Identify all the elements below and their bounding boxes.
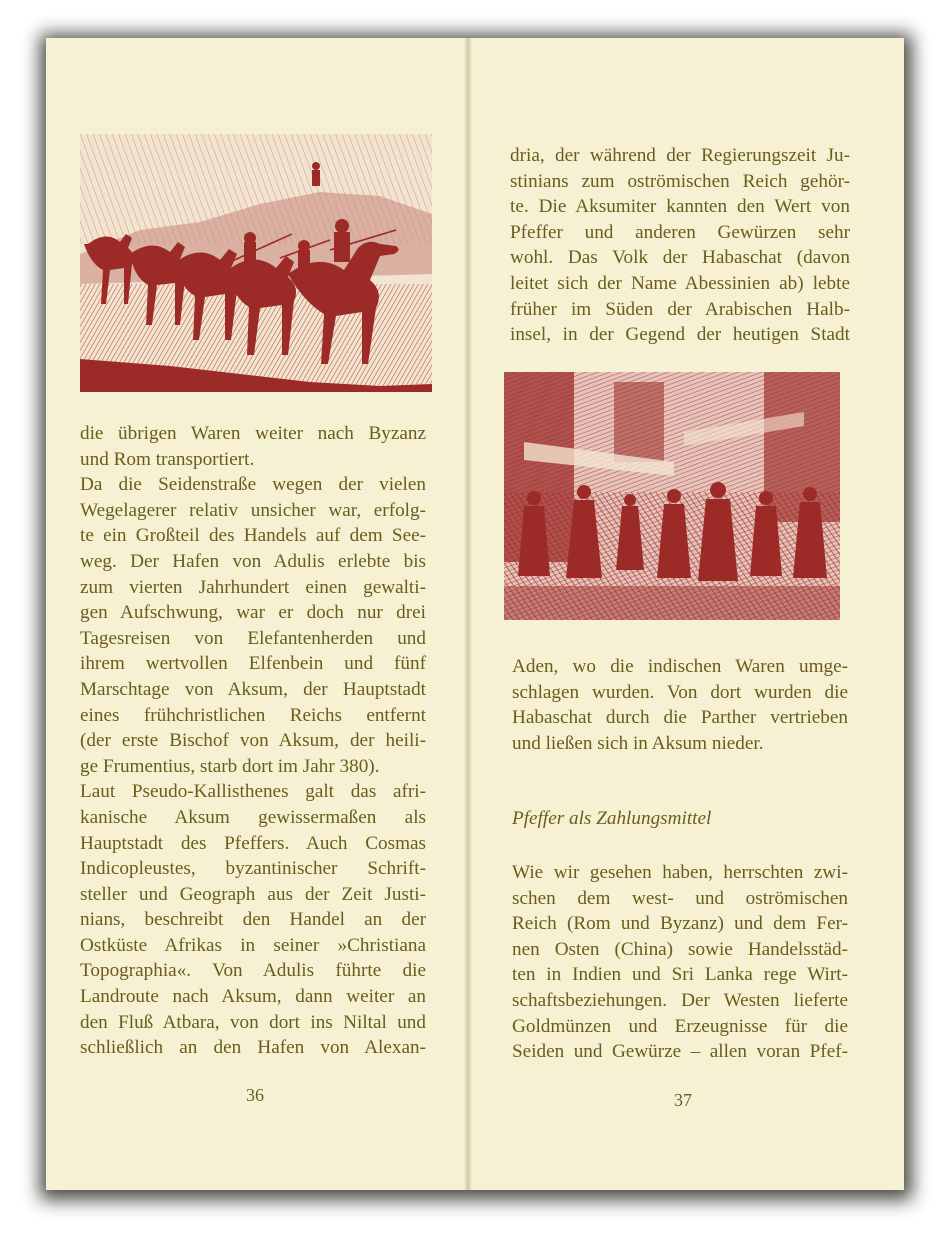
right-page bbox=[470, 38, 904, 1190]
text-line: Tagesreisen von Elefantenherden und bbox=[80, 627, 426, 649]
text-line: insel, in der Gegend der heutigen Stadt bbox=[510, 324, 850, 346]
text-line: Laut Pseudo-Kallisthenes galt das afri- bbox=[80, 781, 426, 803]
text-line: schlagen wurden. Von dort wurden die bbox=[512, 681, 848, 703]
text-line: (der erste Bischof von Aksum, der heili- bbox=[80, 730, 426, 752]
text-line: Hauptstadt des Pfeffers. Auch Cosmas bbox=[80, 832, 426, 854]
right-page-text-bottom bbox=[512, 860, 848, 1065]
section-heading: Pfeffer als Zahlungsmittel bbox=[512, 808, 712, 829]
left-page bbox=[46, 38, 466, 1190]
market-scene-illustration bbox=[504, 372, 840, 620]
text-line: früher im Süden der Arabischen Halb- bbox=[510, 298, 850, 320]
text-line: Reich (Rom und Byzanz) und dem Fer- bbox=[512, 913, 848, 935]
right-page-text-middle bbox=[512, 654, 848, 756]
text-line: wohl. Das Volk der Habaschat (davon bbox=[510, 247, 850, 269]
text-line: ten in Indien und Sri Lanka rege Wirt- bbox=[512, 964, 848, 986]
text-line: nen Osten (China) sowie Handelsstäd- bbox=[512, 938, 848, 960]
text-line: den Fluß Atbara, von dort ins Niltal und bbox=[80, 1011, 426, 1033]
page-number: 37 bbox=[674, 1090, 692, 1110]
text-line: Landroute nach Aksum, dann weiter an bbox=[80, 986, 426, 1008]
text-line: stinians zum oströmischen Reich gehör- bbox=[510, 170, 850, 192]
text-line: schließlich an den Hafen von Alexan- bbox=[80, 1037, 426, 1059]
text-line: Goldmünzen und Erzeugnisse für die bbox=[512, 1015, 848, 1037]
text-line: te. Die Aksumiter kannten den Wert von bbox=[510, 196, 850, 218]
page-number: 36 bbox=[246, 1085, 264, 1105]
camel-caravan-illustration bbox=[80, 134, 432, 392]
text-line: Indicopleustes, byzantinischer Schrift- bbox=[80, 858, 426, 880]
text-line: Wegelagerer relativ unsicher war, erfolg- bbox=[80, 499, 426, 521]
text-line: Ostküste Afrikas in seiner »Christiana bbox=[80, 934, 426, 956]
text-line: und ließen sich in Aksum nieder. bbox=[512, 732, 764, 754]
text-line: Aden, wo die indischen Waren umge- bbox=[512, 656, 848, 677]
text-line: Seiden und Gewürze – allen voran Pfef- bbox=[512, 1041, 848, 1063]
text-line: Habaschat durch die Parther vertrieben bbox=[512, 707, 848, 729]
text-line: Marschtage von Aksum, der Hauptstadt bbox=[80, 678, 426, 700]
text-line: Wie wir gesehen haben, herrschten zwi- bbox=[512, 862, 848, 883]
text-line: gen Aufschwung, war er doch nur drei bbox=[80, 602, 426, 624]
text-line: ihrem wertvollen Elfenbein und fünf bbox=[80, 653, 426, 675]
text-line: leitet sich der Name Abessinien ab) lebte bbox=[510, 272, 850, 294]
text-line: steller und Geograph aus der Zeit Justi- bbox=[80, 883, 426, 905]
text-line: Topographia«. Von Adulis führte die bbox=[80, 960, 426, 982]
book-spread bbox=[46, 38, 904, 1190]
left-page-text bbox=[80, 421, 426, 1061]
text-line: dria, der während der Regierungszeit Ju- bbox=[510, 145, 850, 166]
right-page-text-top bbox=[510, 143, 850, 348]
text-line: kanische Aksum gewissermaßen als bbox=[80, 806, 426, 828]
text-line: zum vierten Jahrhundert einen gewalti- bbox=[80, 576, 426, 598]
text-line: schaftsbeziehungen. Der Westen lieferte bbox=[512, 989, 848, 1011]
text-line: eines frühchristlichen Reichs entfernt bbox=[80, 704, 426, 726]
text-line: te ein Großteil des Handels auf dem See- bbox=[80, 525, 426, 547]
text-line: weg. Der Hafen von Adulis erlebte bis bbox=[80, 550, 426, 572]
text-line: Da die Seidenstraße wegen der vielen bbox=[80, 474, 426, 496]
text-line: Pfeffer und anderen Gewürzen sehr bbox=[510, 221, 850, 243]
text-line: nians, beschreibt den Handel an der bbox=[80, 909, 426, 931]
text-line: und Rom transportiert. bbox=[80, 448, 255, 470]
text-line: die übrigen Waren weiter nach Byzanz bbox=[80, 423, 426, 444]
text-line: ge Frumentius, starb dort im Jahr 380). bbox=[80, 755, 380, 777]
text-line: schen dem west- und oströmischen bbox=[512, 887, 848, 909]
